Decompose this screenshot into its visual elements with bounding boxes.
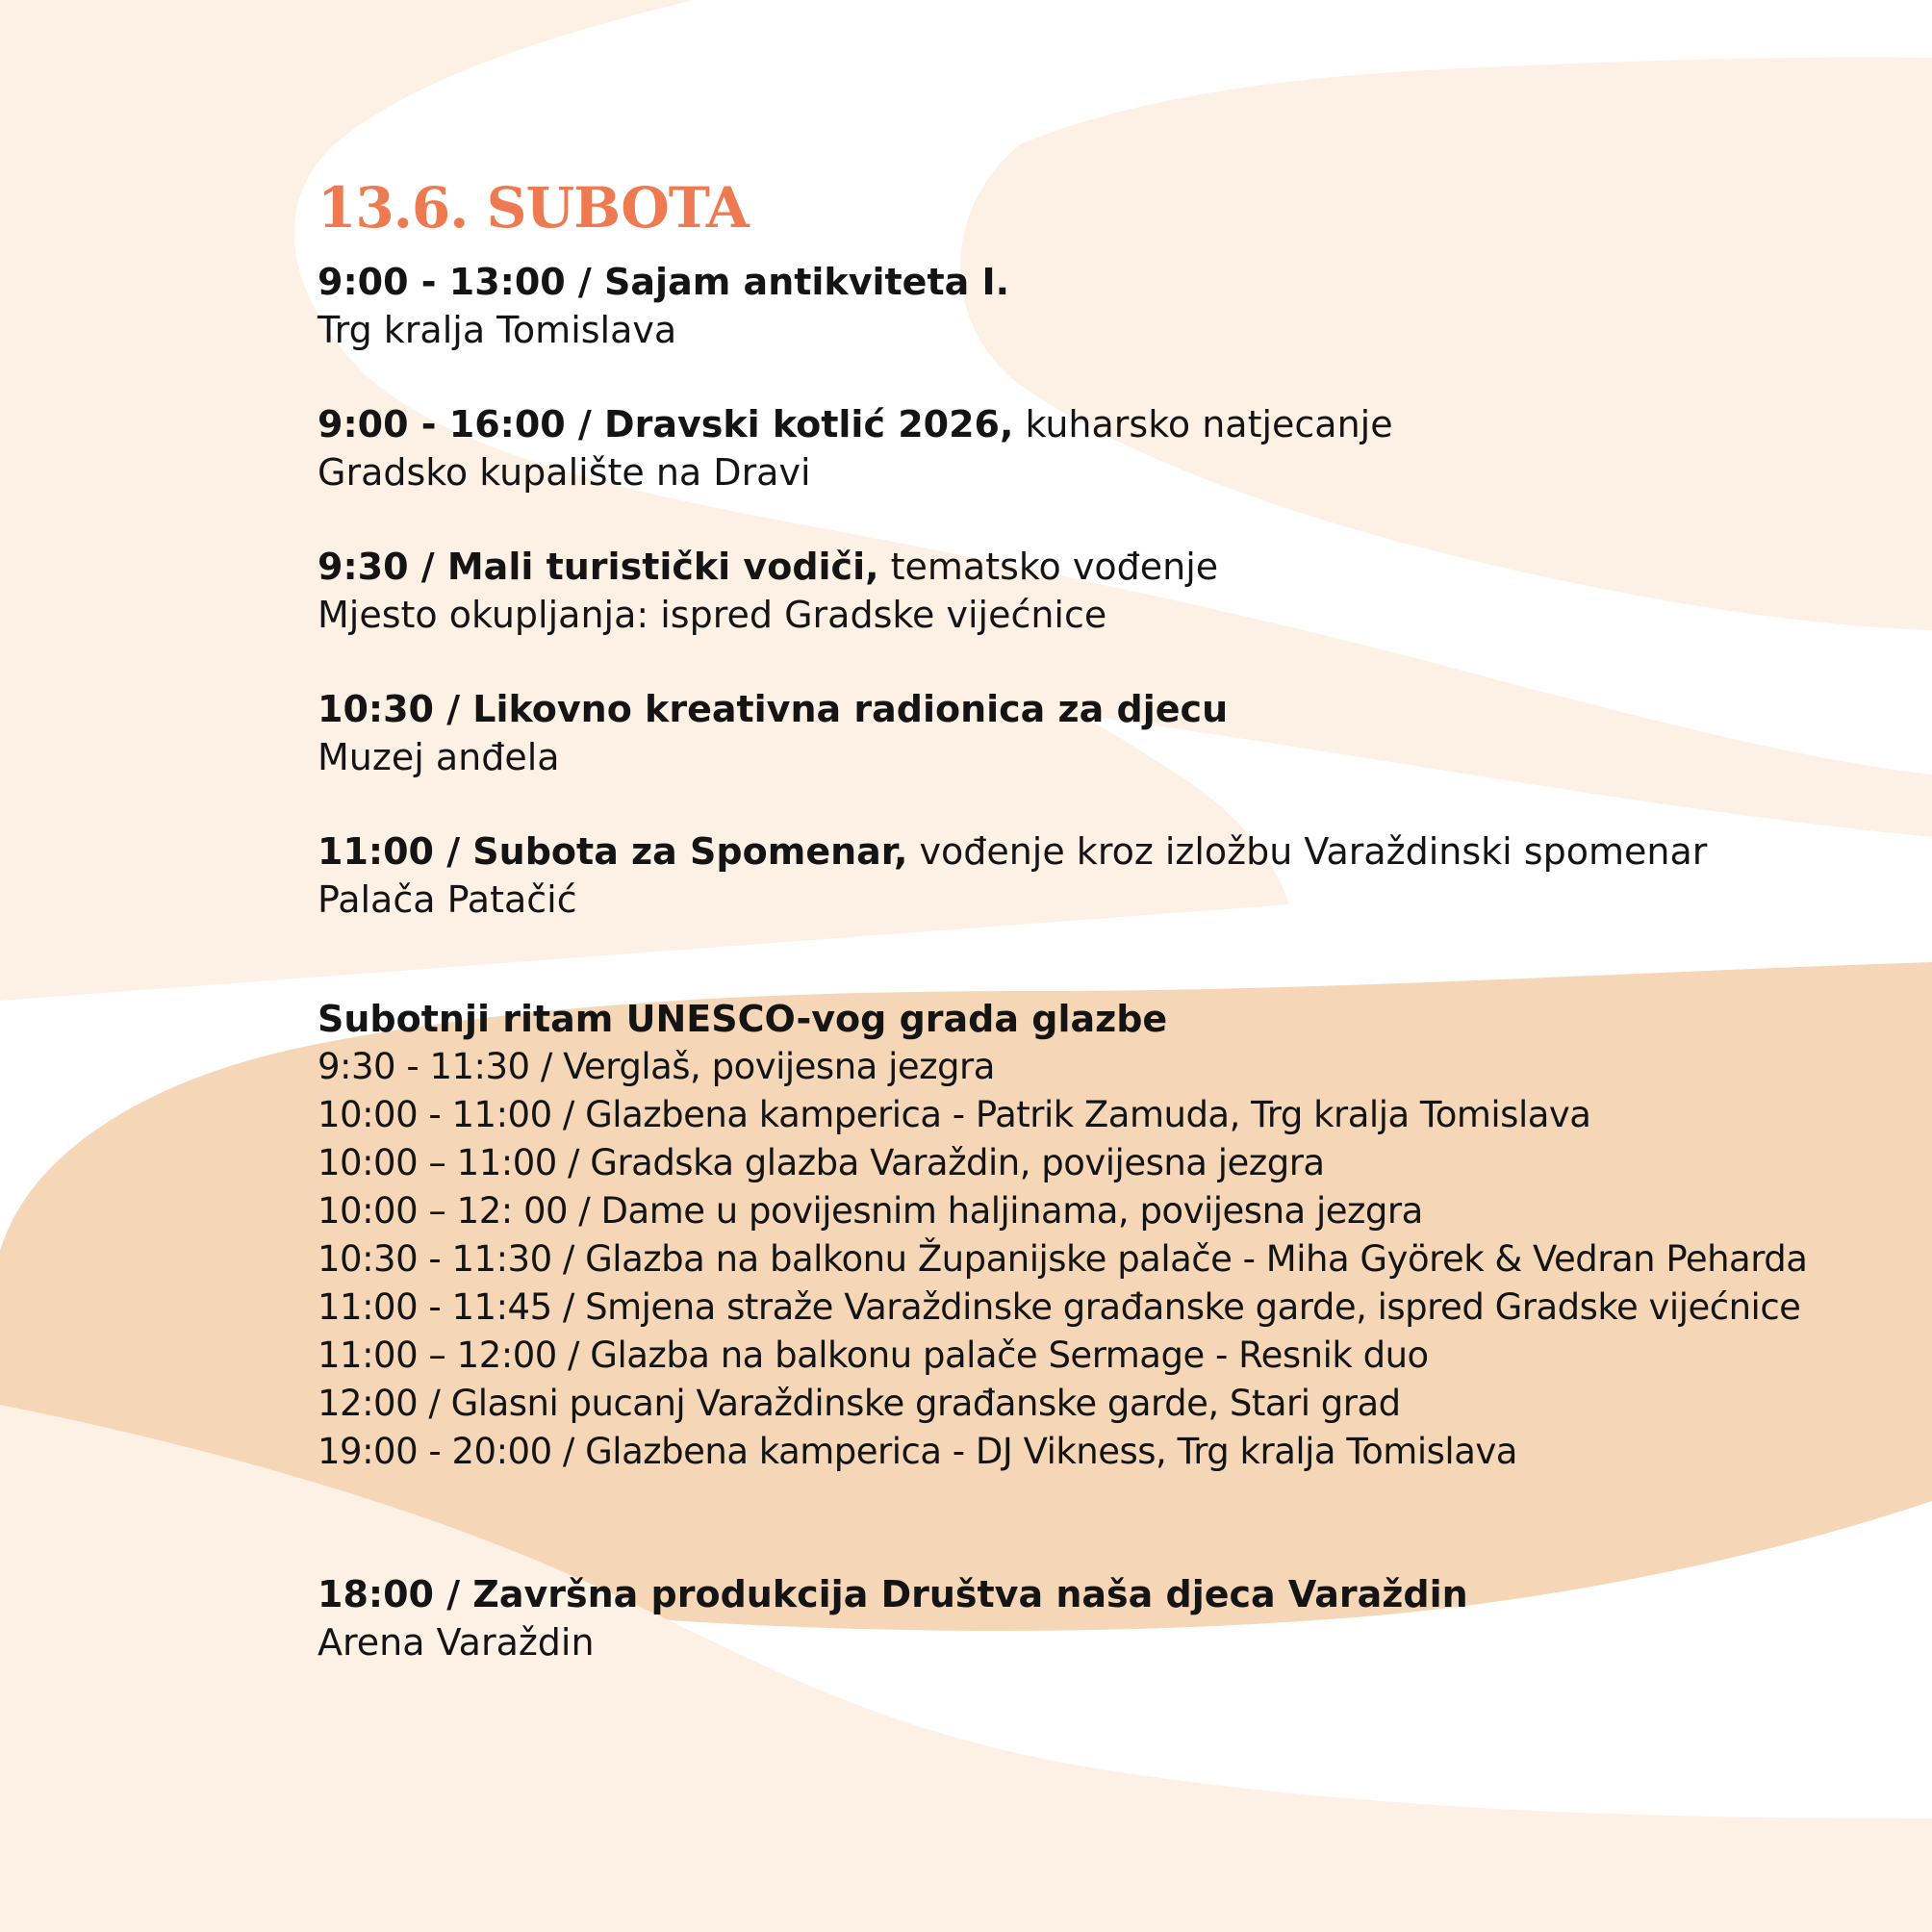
event-title: 10:30 / Likovno kreativna radionica za djecu	[318, 688, 1229, 730]
day-heading: 13.6. SUBOTA	[318, 175, 749, 241]
event-item	[318, 400, 1915, 496]
event-location: Mjesto okupljanja: ispred Gradske vijećnice	[318, 594, 1107, 636]
event-title-line	[318, 827, 1915, 876]
music-schedule-item: 10:00 – 12: 00 / Dame u povijesnim haljinama, povijesna jezgra	[318, 1190, 1423, 1232]
final-event-item	[318, 1570, 1915, 1666]
music-schedule-item: 11:00 - 11:45 / Smjena straže Varaždinske građanske garde, ispred Gradske vijećnice	[318, 1286, 1801, 1328]
event-location: Muzej anđela	[318, 736, 560, 778]
event-title: 9:30 / Mali turistički vodiči,	[318, 546, 879, 588]
music-schedule-item: 12:00 / Glasni pucanj Varaždinske građanske garde, Stari grad	[318, 1383, 1401, 1424]
event-location: Palača Patačić	[318, 878, 577, 921]
event-title: 11:00 / Subota za Spomenar,	[318, 830, 908, 873]
music-schedule-item: 10:30 - 11:30 / Glazba na balkonu Županijske palače - Miha Györek & Vedran Peharda	[318, 1238, 1808, 1280]
final-event-title: 18:00 / Završna produkcija Društva naša djeca Varaždin	[318, 1573, 1468, 1615]
music-schedule-block	[318, 995, 1915, 1476]
schedule-content	[318, 173, 1915, 1713]
music-block-title: Subotnji ritam UNESCO-vog grada glazbe	[318, 998, 1168, 1040]
event-title: 9:00 - 13:00 / Sajam antikviteta I.	[318, 261, 1010, 303]
event-title: 9:00 - 16:00 / Dravski kotlić 2026,	[318, 403, 1014, 445]
event-description: tematsko vođenje	[878, 546, 1219, 588]
music-schedule-item: 10:00 – 11:00 / Gradska glazba Varaždin, povijesna jezgra	[318, 1142, 1325, 1183]
event-description: kuharsko natjecanje	[1013, 403, 1393, 445]
event-title-line	[318, 543, 1915, 591]
event-title-line	[318, 400, 1915, 448]
event-title-line	[318, 258, 1915, 306]
music-schedule-item: 11:00 – 12:00 / Glazba na balkonu palače Sermage - Resnik duo	[318, 1335, 1429, 1376]
event-description: vođenje kroz izložbu Varaždinski spomenar	[907, 830, 1708, 873]
event-item	[318, 685, 1915, 781]
event-item	[318, 543, 1915, 639]
music-schedule-item: 10:00 - 11:00 / Glazbena kamperica - Patrik Zamuda, Trg kralja Tomislava	[318, 1094, 1591, 1135]
music-schedule-item: 19:00 - 20:00 / Glazbena kamperica - DJ Vikness, Trg kralja Tomislava	[318, 1431, 1517, 1472]
event-location: Trg kralja Tomislava	[318, 309, 677, 351]
event-title-line	[318, 685, 1915, 733]
event-item	[318, 827, 1915, 924]
event-location: Gradsko kupalište na Dravi	[318, 451, 811, 494]
final-event-location: Arena Varaždin	[318, 1621, 595, 1664]
music-schedule-item: 9:30 - 11:30 / Verglaš, povijesna jezgra	[318, 1046, 995, 1087]
event-item	[318, 258, 1915, 354]
